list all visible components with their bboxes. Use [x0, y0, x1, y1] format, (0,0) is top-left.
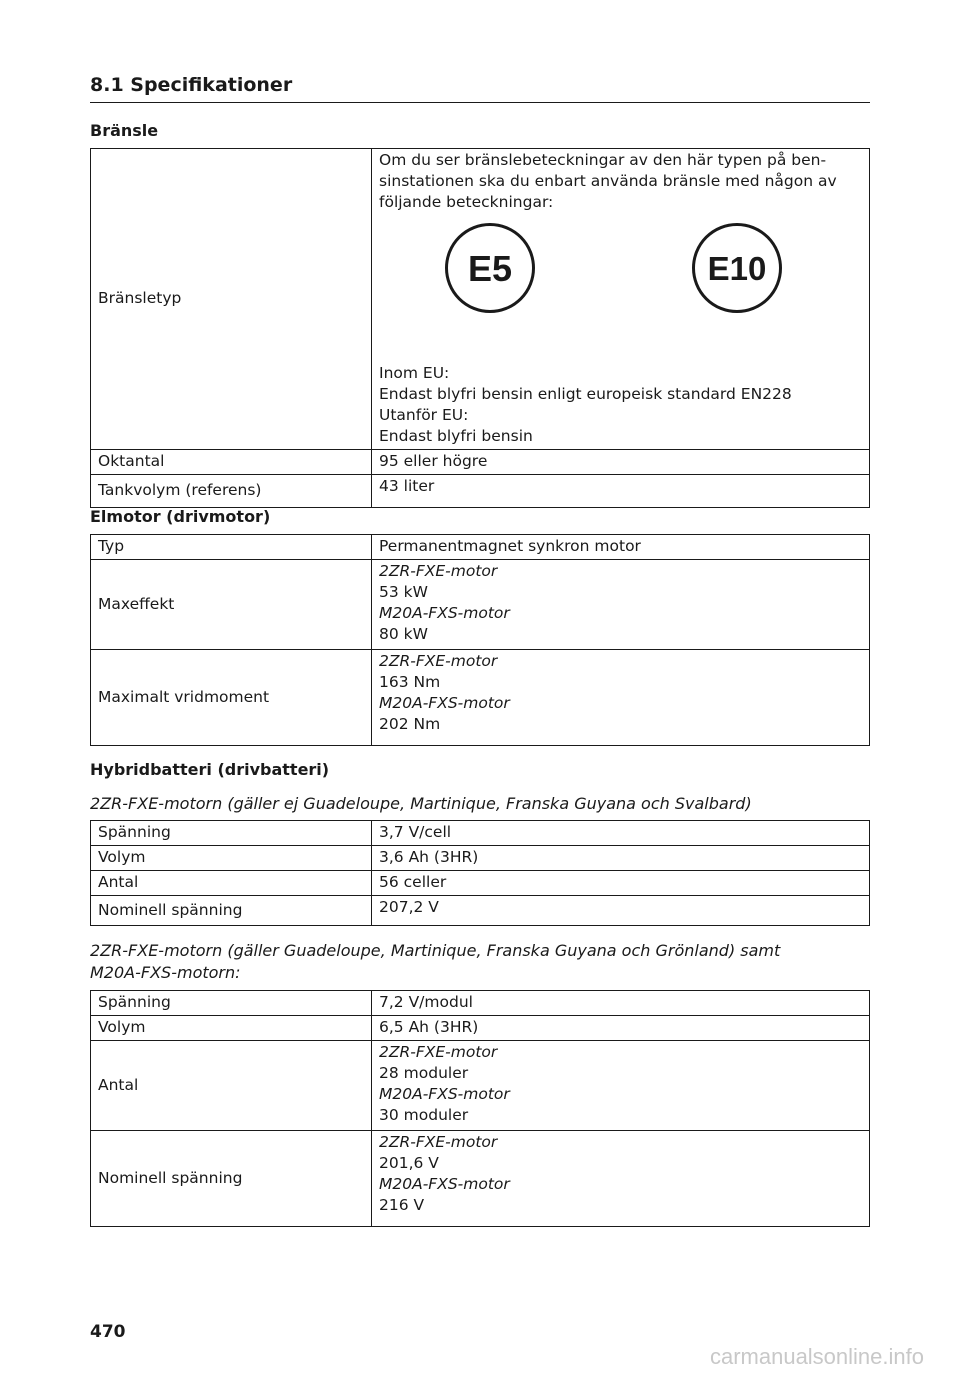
- spec-value: 216 V: [379, 1196, 425, 1214]
- motor-table: [90, 534, 870, 746]
- table-row: [91, 475, 870, 508]
- table-row: [91, 149, 870, 450]
- motor-heading: Elmotor (drivmotor): [90, 507, 271, 526]
- fuel-heading: Bränsle: [90, 121, 159, 140]
- battery-heading: Hybridbatteri (drivbatteri): [90, 760, 330, 779]
- fuel-intro-line: Om du ser bränslebeteckningar av den här typen på ben-: [379, 151, 827, 169]
- note-line: M20A-FXS-motorn:: [90, 963, 241, 982]
- engine-name: 2ZR-FXE-motor: [379, 652, 498, 670]
- engine-name: M20A-FXS-motor: [379, 694, 510, 712]
- max-power-value: [372, 560, 870, 650]
- max-torque-label: Maximalt vridmoment: [91, 650, 372, 746]
- tank-volume-value: 43 liter: [372, 475, 870, 508]
- engine-name: M20A-FXS-motor: [379, 1085, 510, 1103]
- battery-table-1: [90, 820, 870, 926]
- table-row: [91, 896, 870, 926]
- motor-type-label: Typ: [91, 535, 372, 560]
- count-value: 56 celler: [372, 871, 870, 896]
- capacity-label: Volym: [91, 846, 372, 871]
- section-divider: [90, 102, 870, 103]
- battery-note-1: 2ZR-FXE-motorn (gäller ej Guadeloupe, Martinique, Franska Guyana och Svalbard): [90, 794, 752, 813]
- spec-value: 80 kW: [379, 625, 428, 643]
- page-number: 470: [90, 1322, 126, 1342]
- voltage-value: 3,7 V/cell: [372, 821, 870, 846]
- engine-name: 2ZR-FXE-motor: [379, 1043, 498, 1061]
- table-row: [91, 821, 870, 846]
- capacity-value: 6,5 Ah (3HR): [372, 1016, 870, 1041]
- table-row: [91, 846, 870, 871]
- spec-value: 28 moduler: [379, 1064, 469, 1082]
- table-row: [91, 1131, 870, 1227]
- fuel-detail-line: Utanför EU:: [379, 406, 469, 424]
- voltage-value: 7,2 V/modul: [372, 991, 870, 1016]
- engine-name: M20A-FXS-motor: [379, 1175, 510, 1193]
- table-row: [91, 991, 870, 1016]
- max-torque-value: [372, 650, 870, 746]
- motor-type-value: Permanentmagnet synkron motor: [372, 535, 870, 560]
- octane-value: 95 eller högre: [372, 450, 870, 475]
- battery-note-2: [90, 940, 870, 984]
- spec-value: 30 moduler: [379, 1106, 469, 1124]
- spec-value: 53 kW: [379, 583, 428, 601]
- spec-value: 202 Nm: [379, 715, 441, 733]
- note-line: 2ZR-FXE-motorn (gäller Guadeloupe, Martinique, Franska Guyana och Grönland) samt: [90, 941, 781, 960]
- battery-table-2: [90, 990, 870, 1227]
- watermark: carmanualsonline.info: [709, 1344, 924, 1369]
- tank-volume-label: Tankvolym (referens): [91, 475, 372, 508]
- fuel-detail-line: Inom EU:: [379, 364, 450, 382]
- max-power-label: Maxeffekt: [91, 560, 372, 650]
- fuel-detail-line: Endast blyfri bensin: [379, 427, 533, 445]
- nominal-voltage-label: Nominell spänning: [91, 896, 372, 926]
- spec-value: 201,6 V: [379, 1154, 439, 1172]
- fuel-logos: [379, 213, 863, 363]
- table-row: [91, 535, 870, 560]
- capacity-label: Volym: [91, 1016, 372, 1041]
- nominal-voltage-value: [372, 1131, 870, 1227]
- fuel-type-value: [372, 149, 870, 450]
- count-value: [372, 1041, 870, 1131]
- fuel-intro-line: följande beteckningar:: [379, 193, 554, 211]
- engine-name: 2ZR-FXE-motor: [379, 562, 498, 580]
- voltage-label: Spänning: [91, 991, 372, 1016]
- spec-value: 163 Nm: [379, 673, 441, 691]
- section-title: 8.1 Specifikationer: [90, 74, 293, 96]
- voltage-label: Spänning: [91, 821, 372, 846]
- table-row: [91, 650, 870, 746]
- nominal-voltage-label: Nominell spänning: [91, 1131, 372, 1227]
- e5-fuel-label-icon: E5: [445, 223, 535, 313]
- e10-fuel-label-icon: E10: [692, 223, 782, 313]
- nominal-voltage-value: 207,2 V: [372, 896, 870, 926]
- engine-name: M20A-FXS-motor: [379, 604, 510, 622]
- fuel-type-label: Bränsletyp: [91, 149, 372, 450]
- engine-name: 2ZR-FXE-motor: [379, 1133, 498, 1151]
- table-row: [91, 1016, 870, 1041]
- table-row: [91, 871, 870, 896]
- fuel-intro-line: sinstationen ska du enbart använda bränsle med någon av: [379, 172, 837, 190]
- fuel-detail-line: Endast blyfri bensin enligt europeisk standard EN228: [379, 385, 792, 403]
- table-row: [91, 560, 870, 650]
- count-label: Antal: [91, 871, 372, 896]
- table-row: [91, 1041, 870, 1131]
- count-label: Antal: [91, 1041, 372, 1131]
- capacity-value: 3,6 Ah (3HR): [372, 846, 870, 871]
- table-row: [91, 450, 870, 475]
- fuel-table: [90, 148, 870, 508]
- octane-label: Oktantal: [91, 450, 372, 475]
